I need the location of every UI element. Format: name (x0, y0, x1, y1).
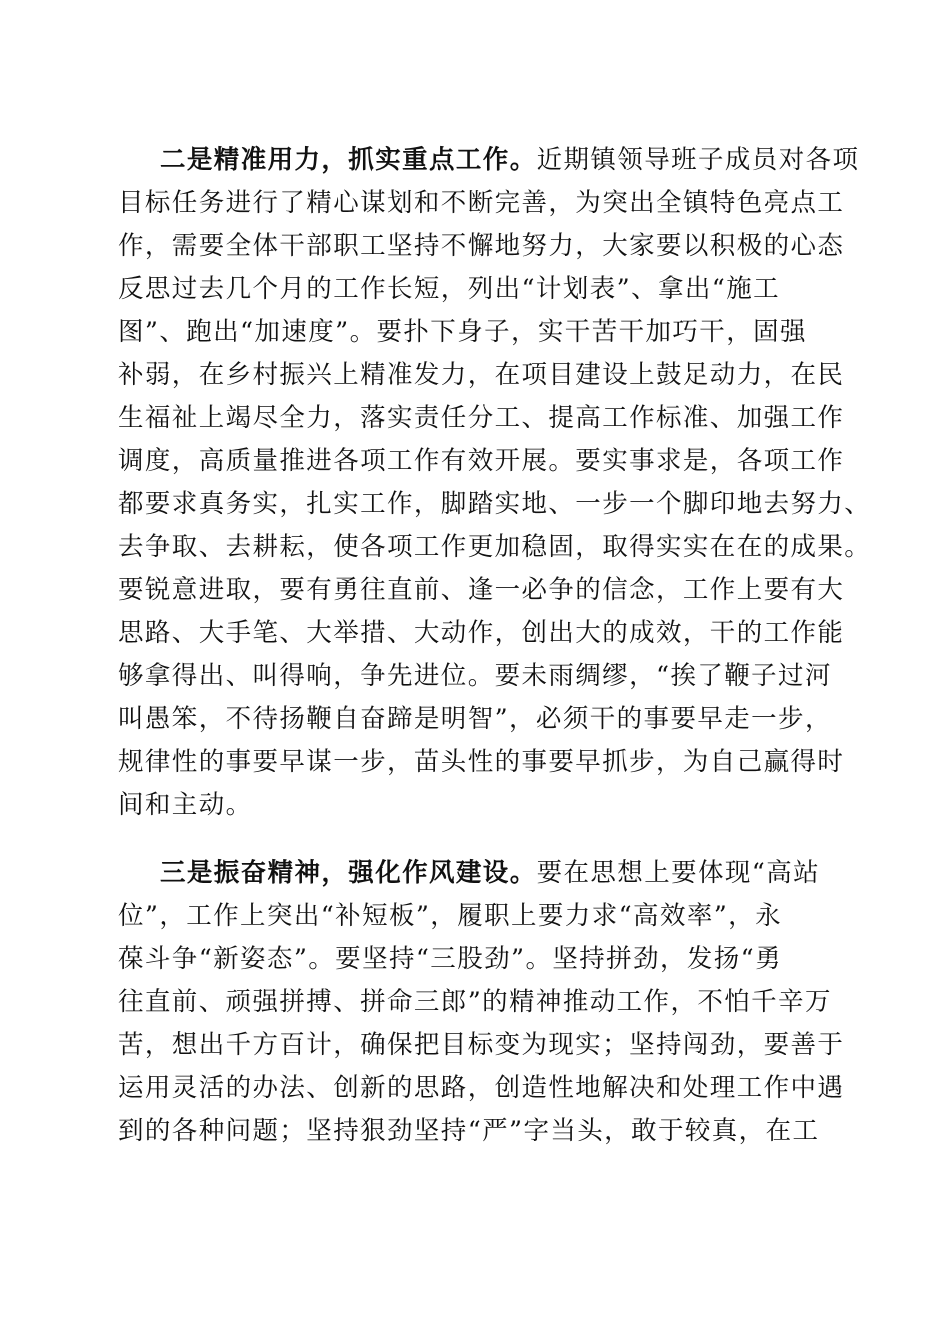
paragraph-2-line-11: 要锐意进取，要有勇往直前、逢一必争的信念，工作上要有大 (118, 575, 845, 605)
paragraph-2-line-6: 补弱，在乡村振兴上精准发力，在项目建设上鼓足动力，在民 (118, 360, 845, 390)
paragraph-2-line-8: 调度，高质量推进各项工作有效开展。要实事求是，各项工作 (118, 446, 845, 476)
paragraph-3-heading: 三是振奋精神，强化作风建设。 (160, 858, 537, 888)
paragraph-3-line-2: 位”，工作上突出“补短板”，履职上要力求“高效率”，永 (118, 901, 782, 931)
paragraph-3-line-6: 运用灵活的办法、创新的思路，创造性地解决和处理工作中遇 (118, 1073, 845, 1103)
paragraph-2-line-9: 都要求真务实，扎实工作，脚踏实地、一步一个脚印地去努力、 (118, 489, 872, 519)
paragraph-3-line-5: 苦，想出千方百计，确保把目标变为现实；坚持闯劲，要善于 (118, 1030, 845, 1060)
paragraph-2-line-10: 去争取、去耕耘，使各项工作更加稳固，取得实实在在的成果。 (118, 532, 872, 562)
paragraph-2-text: 近期镇领导班子成员对各项 (536, 145, 860, 175)
paragraph-2-line-4: 反思过去几个月的工作长短，列出“计划表”、拿出“施工 (118, 274, 781, 304)
paragraph-2-line-7: 生福祉上竭尽全力，落实责任分工、提高工作标准、加强工作 (118, 403, 845, 433)
paragraph-2-line-3: 作，需要全体干部职工坚持不懈地努力，大家要以积极的心态 (118, 231, 845, 261)
paragraph-2-line-5: 图”、跑出“加速度”。要扑下身子，实干苦干加巧干，固强 (118, 317, 807, 347)
paragraph-3-line-7: 到的各种问题；坚持狠劲坚持“严”字当头，敢于较真，在工 (118, 1116, 820, 1146)
paragraph-3-line-4: 往直前、顽强拼搏、拼命三郎”的精神推动工作，不怕千辛万 (118, 987, 832, 1017)
paragraph-2-line-16: 间和主动。 (118, 790, 253, 820)
paragraph-2-line-2: 目标任务进行了精心谋划和不断完善，为突出全镇特色亮点工 (118, 188, 845, 218)
paragraph-2-line-13: 够拿得出、叫得响，争先进位。要未雨绸缪，“挨了鞭子过河 (118, 661, 832, 691)
paragraph-3-line-3: 葆斗争“新姿态”。要坚持“三股劲”。坚持拼劲，发扬“勇 (118, 944, 782, 974)
paragraph-3-text: 要在思想上要体现“高站 (536, 858, 821, 888)
paragraph-2-heading: 二是精准用力，抓实重点工作。 (160, 145, 537, 175)
paragraph-2-line-15: 规律性的事要早谋一步，苗头性的事要早抓步，为自己赢得时 (118, 747, 845, 777)
paragraph-2-line-14: 叫愚笨，不待扬鞭自奋蹄是明智”，必须干的事要早走一步， (118, 704, 832, 734)
paragraph-2-line-12: 思路、大手笔、大举措、大动作，创出大的成效，干的工作能 (118, 618, 845, 648)
paragraph-3-line-1 (160, 853, 820, 893)
paragraph-2-line-1 (160, 140, 859, 180)
